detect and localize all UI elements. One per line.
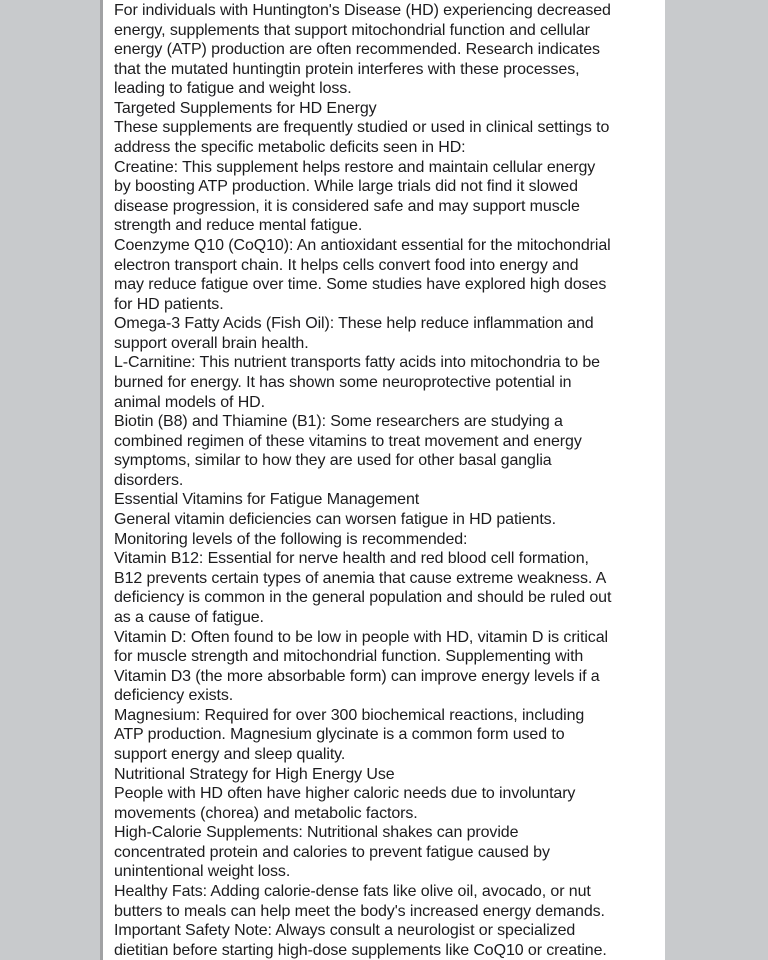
text-line: B12 prevents certain types of anemia that cause extreme weakness. A [114,569,607,587]
text-line: strength and reduce mental fatigue. [114,217,363,235]
paragraph [114,236,659,314]
text-line: address the specific metabolic deficits seen in HD: [114,139,466,157]
text-line: movements (chorea) and metabolic factors. [114,804,418,822]
left-margin [0,0,100,960]
paragraph [114,353,659,412]
paragraph [114,823,659,882]
text-line: unintentional weight loss. [114,863,291,881]
text-line: Healthy Fats: Adding calorie-dense fats like olive oil, avocado, or nut [114,883,591,901]
text-line: People with HD often have higher caloric needs due to involuntary [114,785,576,803]
paragraph [114,628,659,706]
text-line: Vitamin D3 (the more absorbable form) can improve energy levels if a [114,667,600,685]
paragraph [114,784,659,823]
text-line: deficiency is common in the general population and should be ruled out [114,589,612,607]
text-line: Creatine: This supplement helps restore and maintain cellular energy [114,158,596,176]
text-line: Biotin (B8) and Thiamine (B1): Some researchers are studying a [114,413,563,431]
paragraph [114,412,659,490]
text-line: Vitamin D: Often found to be low in people with HD, vitamin D is critical [114,628,608,646]
text-line: Targeted Supplements for HD Energy [114,99,377,117]
text-line: leading to fatigue and weight loss. [114,80,352,98]
text-line: deficiency exists. [114,687,234,705]
text-line: Vitamin B12: Essential for nerve health and red blood cell formation, [114,550,589,568]
text-line: butters to meals can help meet the body's increased energy demands. [114,902,605,920]
text-line: disease progression, it is considered safe and may support muscle [114,197,580,215]
text-line: Important Safety Note: Always consult a neurologist or specialized [114,922,576,940]
text-line: may reduce fatigue over time. Some studies have explored high doses [114,276,607,294]
section-heading [114,765,659,785]
text-line: High-Calorie Supplements: Nutritional shakes can provide [114,824,519,842]
text-line: as a cause of fatigue. [114,608,264,626]
text-line: concentrated protein and calories to prevent fatigue caused by [114,843,550,861]
text-line: L-Carnitine: This nutrient transports fatty acids into mitochondria to be [114,354,600,372]
document-text [103,0,665,960]
right-margin [665,0,768,960]
text-line: for HD patients. [114,295,224,313]
text-line: For individuals with Huntington's Disease (HD) experiencing decreased [114,2,611,19]
text-line: Omega-3 Fatty Acids (Fish Oil): These help reduce inflammation and [114,315,594,333]
text-line: dietitian before starting high-dose supplements like CoQ10 or creatine. [114,941,607,959]
text-line: support overall brain health. [114,334,309,352]
paragraph [114,1,659,99]
text-line: Magnesium: Required for over 300 biochemical reactions, including [114,706,585,724]
paragraph [114,510,659,549]
paragraph [114,549,659,627]
paragraph [114,921,659,960]
section-heading [114,490,659,510]
section-heading [114,99,659,119]
paragraph [114,118,659,157]
text-line: by boosting ATP production. While large trials did not find it slowed [114,178,578,196]
text-line: Monitoring levels of the following is recommended: [114,530,468,548]
paragraph [114,882,659,921]
text-line: Nutritional Strategy for High Energy Use [114,765,395,783]
text-line: energy, supplements that support mitochondrial function and cellular [114,21,590,39]
text-line: General vitamin deficiencies can worsen fatigue in HD patients. [114,511,556,529]
text-line: combined regimen of these vitamins to treat movement and energy [114,432,582,450]
text-line: burned for energy. It has shown some neuroprotective potential in [114,373,572,391]
text-line: symptoms, similar to how they are used for other basal ganglia [114,452,552,470]
text-line: These supplements are frequently studied or used in clinical settings to [114,119,610,137]
paragraph [114,706,659,765]
text-line: for muscle strength and mitochondrial function. Supplementing with [114,648,584,666]
text-line: that the mutated huntingtin protein interferes with these processes, [114,60,580,78]
paragraph [114,158,659,236]
text-line: energy (ATP) production are often recommended. Research indicates [114,41,600,59]
text-line: disorders. [114,471,184,489]
text-line: support energy and sleep quality. [114,745,346,763]
document-page [103,0,665,960]
text-line: electron transport chain. It helps cells convert food into energy and [114,256,579,274]
text-line: Coenzyme Q10 (CoQ10): An antioxidant essential for the mitochondrial [114,236,611,254]
text-line: ATP production. Magnesium glycinate is a common form used to [114,726,565,744]
paragraph [114,314,659,353]
text-line: Essential Vitamins for Fatigue Management [114,491,420,509]
text-line: animal models of HD. [114,393,265,411]
